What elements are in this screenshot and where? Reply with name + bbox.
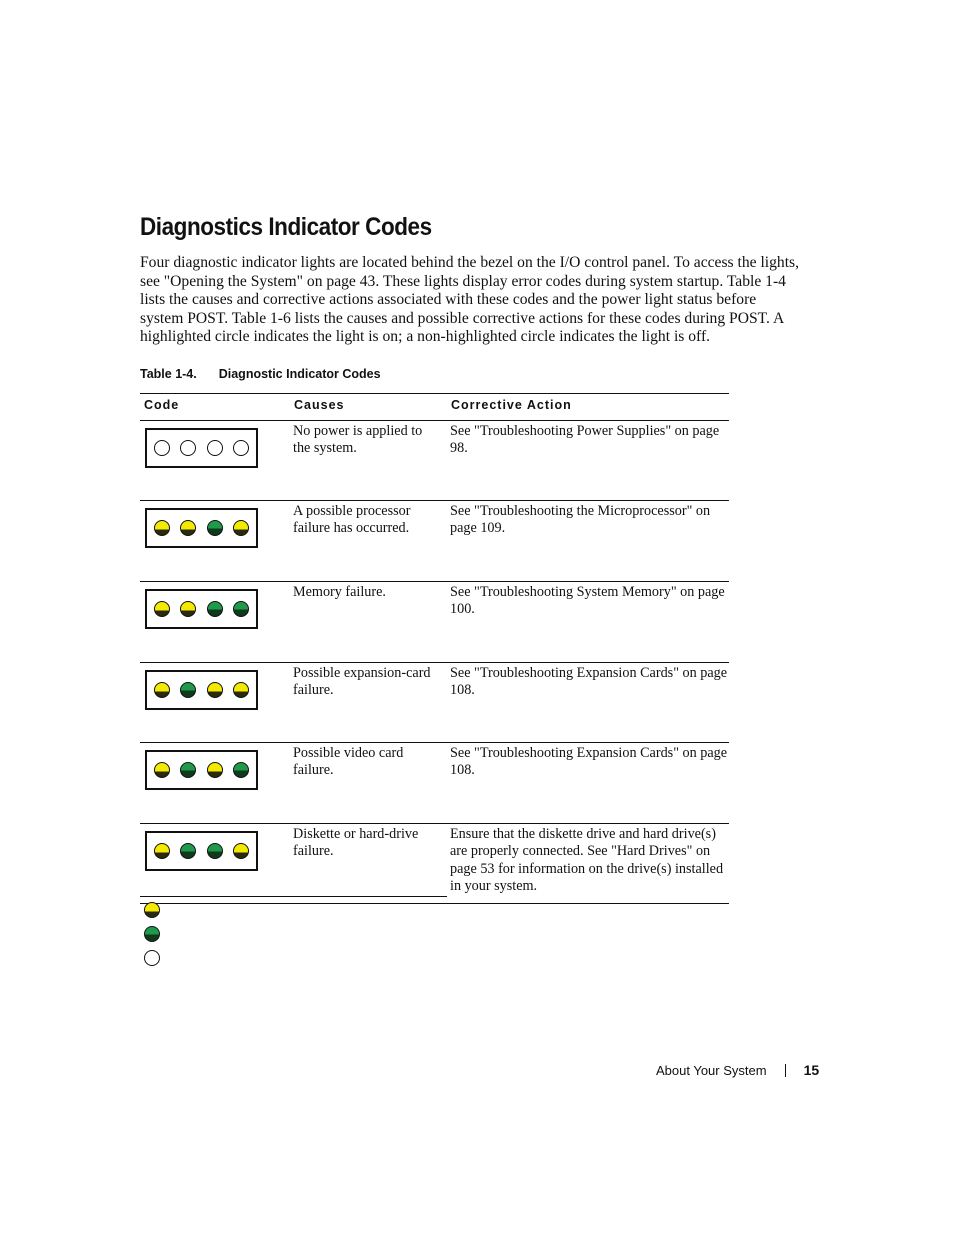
code-cell <box>145 670 258 710</box>
corrective-action-cell: See "Troubleshooting Expansion Cards" on page 108. <box>450 665 728 699</box>
indicator-light-off-icon <box>154 440 170 456</box>
table-row <box>140 501 729 582</box>
header-corrective-action: Corrective Action <box>451 398 572 412</box>
intro-paragraph: Four diagnostic indicator lights are located behind the bezel on the I/O control panel. To access the lights, see "Opening the System" on page 43. These lights display error codes during system startup. Table 1-4 lists the causes and corrective actions associated with these codes and the power light status before system POST. Table 1-6 lists the causes and possible corrective actions for these codes during POST. A highlighted circle indicates the light is on; a non-highlighted circle indicates the light is off. <box>140 254 800 346</box>
footer-section-title: About Your System <box>656 1063 767 1078</box>
corrective-action-cell: See "Troubleshooting Expansion Cards" on page 108. <box>450 745 728 779</box>
section-heading: Diagnostics Indicator Codes <box>140 213 432 241</box>
code-cell <box>145 589 258 629</box>
header-code: Code <box>144 398 180 412</box>
indicator-light-yellow-icon <box>207 762 223 778</box>
cause-cell: A possible processor failure has occurred. <box>293 503 411 537</box>
indicator-light-green-icon <box>207 520 223 536</box>
page-number: 15 <box>803 1062 820 1078</box>
indicator-panel <box>145 428 258 468</box>
header-causes: Causes <box>294 398 345 412</box>
cause-cell: Diskette or hard-drive failure. <box>293 826 419 860</box>
indicator-light-yellow-icon <box>154 843 170 859</box>
table-bottom-rule <box>140 896 447 897</box>
cause-cell: Possible video card failure. <box>293 745 404 779</box>
indicator-light-green-icon <box>180 843 196 859</box>
legend-yellow-light-icon <box>144 902 160 918</box>
table-body <box>140 421 729 904</box>
corrective-action-cell: Ensure that the diskette drive and hard drive(s) are properly connected. See "Hard Drives" on page 53 for information on the drive(s) installed in your system. <box>450 826 724 895</box>
indicator-panel <box>145 589 258 629</box>
indicator-light-yellow-icon <box>180 520 196 536</box>
footer-divider <box>785 1064 786 1077</box>
indicator-light-yellow-icon <box>154 682 170 698</box>
cause-cell: No power is applied to the system. <box>293 423 423 457</box>
corrective-action-cell: See "Troubleshooting Power Supplies" on page 98. <box>450 423 720 457</box>
indicator-light-off-icon <box>233 440 249 456</box>
code-cell <box>145 508 258 548</box>
cause-cell: Memory failure. <box>293 584 386 600</box>
indicator-light-off-icon <box>207 440 223 456</box>
indicator-light-yellow-icon <box>233 843 249 859</box>
diagnostic-codes-table <box>140 393 729 904</box>
legend-green-light-icon <box>144 926 160 942</box>
indicator-panel <box>145 750 258 790</box>
legend-off-light-icon <box>144 950 160 966</box>
cause-cell: Possible expansion-card failure. <box>293 665 431 699</box>
indicator-light-yellow-icon <box>154 762 170 778</box>
indicator-light-green-icon <box>233 762 249 778</box>
table-row <box>140 421 729 501</box>
table-header <box>140 394 729 421</box>
indicator-light-green-icon <box>207 843 223 859</box>
indicator-light-green-icon <box>180 682 196 698</box>
code-cell <box>145 750 258 790</box>
indicator-light-off-icon <box>180 440 196 456</box>
table-row <box>140 743 729 824</box>
code-cell <box>145 428 258 468</box>
light-legend <box>144 902 160 974</box>
indicator-light-green-icon <box>233 601 249 617</box>
indicator-panel <box>145 508 258 548</box>
code-cell <box>145 831 258 871</box>
indicator-light-yellow-icon <box>154 601 170 617</box>
table-caption <box>140 367 381 381</box>
table-row <box>140 663 729 743</box>
indicator-panel <box>145 670 258 710</box>
indicator-light-green-icon <box>180 762 196 778</box>
page-footer <box>656 1062 819 1078</box>
corrective-action-cell: See "Troubleshooting System Memory" on page 100. <box>450 584 725 618</box>
indicator-light-yellow-icon <box>154 520 170 536</box>
indicator-light-yellow-icon <box>233 682 249 698</box>
indicator-light-green-icon <box>207 601 223 617</box>
table-title: Diagnostic Indicator Codes <box>218 367 381 381</box>
indicator-light-yellow-icon <box>233 520 249 536</box>
table-row <box>140 582 729 663</box>
table-row <box>140 824 729 904</box>
indicator-light-yellow-icon <box>207 682 223 698</box>
table-number: Table 1-4. <box>140 367 197 381</box>
indicator-panel <box>145 831 258 871</box>
corrective-action-cell: See "Troubleshooting the Microprocessor" on page 109. <box>450 503 711 537</box>
indicator-light-yellow-icon <box>180 601 196 617</box>
